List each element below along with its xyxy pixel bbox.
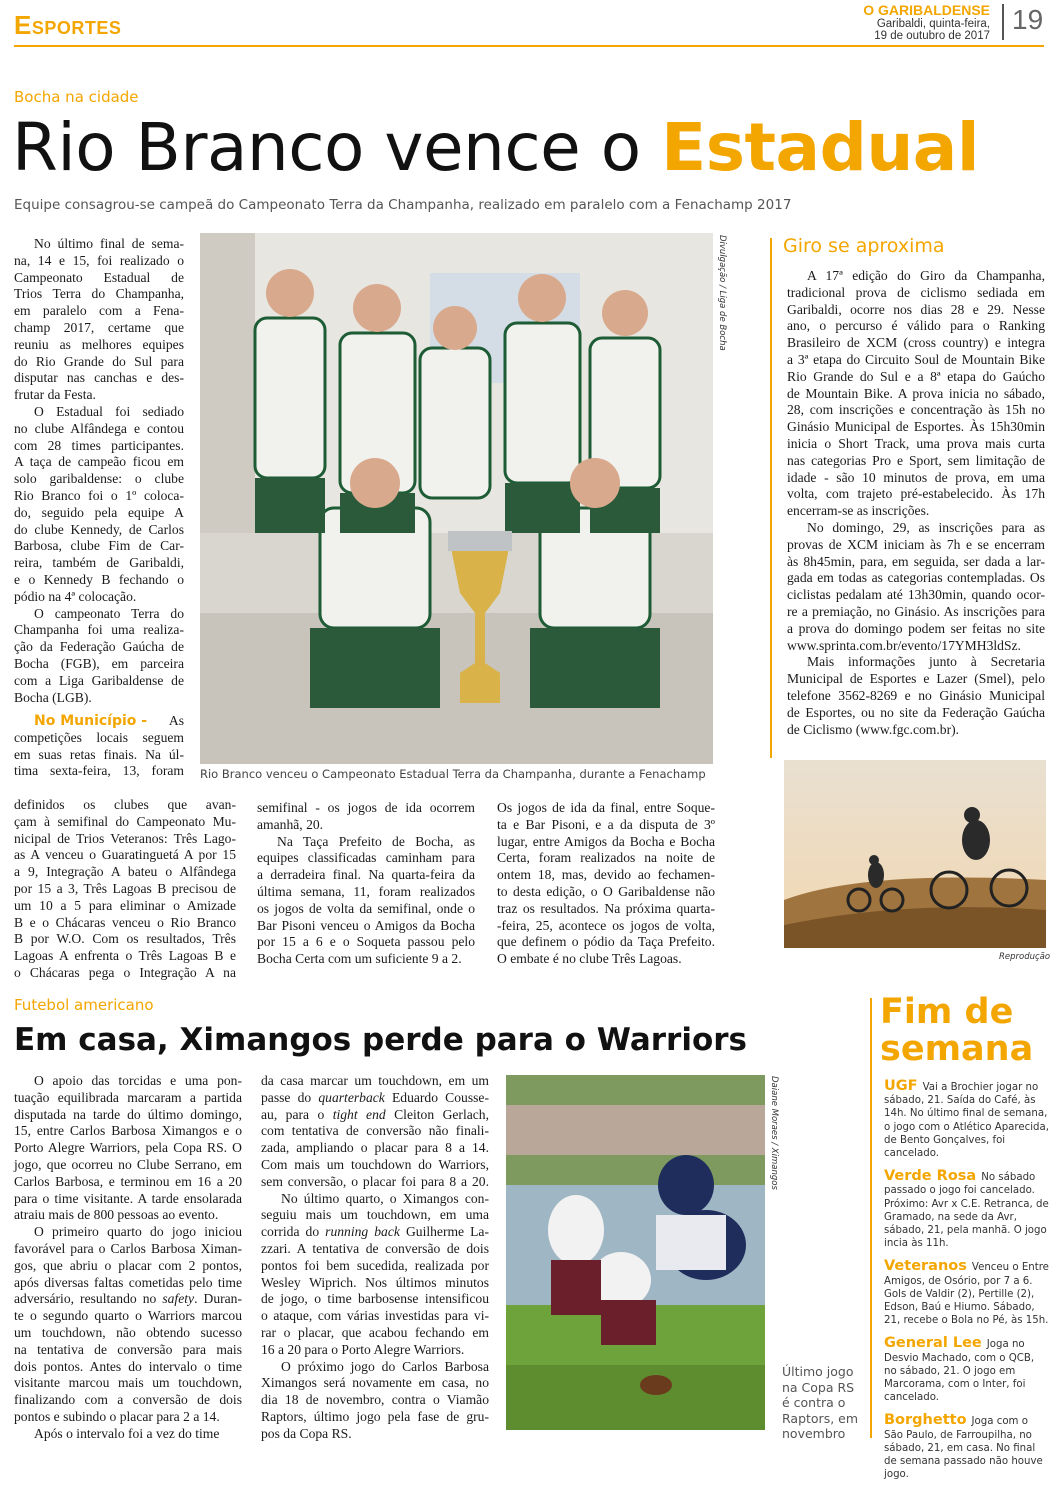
text-line: champ 2017, certame que xyxy=(14,319,184,335)
text-line: e o Kennedy B fechando o xyxy=(14,571,184,587)
text-line: com a Liga Garibaldense de xyxy=(14,672,184,688)
giro-body xyxy=(787,268,1045,738)
text-line: O primeiro quarto do jogo iniciou xyxy=(34,1224,242,1240)
text-line: te o segundo quarto o Warriors marcou xyxy=(14,1308,242,1324)
text-line: Lagoas A enfrenta o Três Lagoas B e xyxy=(14,948,236,964)
football-photo-caption xyxy=(782,1364,858,1442)
article1-col2 xyxy=(257,800,475,968)
article2-kicker: Futebol americano xyxy=(14,996,154,1014)
text-line: Com mais um touchdown do Warriors, xyxy=(261,1156,489,1172)
text-line: Garibaldi, ocorre nos dias 28 e 29. Nesse xyxy=(787,301,1045,317)
text-line: ção da Federação Gaúcha de xyxy=(14,639,184,655)
text-line: to desta edição, o O Garibaldense não xyxy=(497,883,715,899)
text-line: rar o placar, que acabou fechando em xyxy=(261,1324,489,1340)
text-line: competições locais seguem xyxy=(14,729,184,745)
text-line: ano, o percurso é válido para o Ranking xyxy=(787,318,1045,334)
caption-line: é contra o xyxy=(782,1395,846,1411)
article1-title-main: Rio Branco vence o xyxy=(12,109,662,186)
text-line: Bocha (LGB). xyxy=(14,689,92,705)
text-line: O próximo jogo do Carlos Barbosa xyxy=(281,1358,489,1374)
caption-line: Último jogo xyxy=(782,1364,854,1379)
text-line: 28, com inscrições e concentração às 15h no xyxy=(787,402,1045,418)
text-line: disputar nas canchas e des- xyxy=(14,370,184,386)
text-line: frutar da Festa. xyxy=(14,387,96,403)
text-line: zada, ampliando o placar para 8 a 14. xyxy=(261,1140,489,1156)
weekend-item xyxy=(884,1337,1049,1404)
text-line: B e o Chácaras venceu o Rio Branco xyxy=(14,914,236,930)
text-line: gos, que abriu o placar com 2 pontos, xyxy=(14,1257,242,1273)
text-line: na tentativa de conversão para mais xyxy=(14,1341,242,1357)
text-line: semifinal - os jogos de ida ocorrem xyxy=(257,800,475,815)
municipio-first-line xyxy=(14,713,184,730)
text-line: os jogos de volta da semifinal, onde o xyxy=(257,900,475,916)
text-line: a 9, Integração A bateu o Alfândega xyxy=(14,864,236,880)
weekend-team-name: Veteranos xyxy=(884,1258,967,1275)
text-line: Porto Alegre Warriors, pela Copa RS. O xyxy=(14,1140,242,1156)
text-line: pontos e subindo o placar para 2 a 14. xyxy=(14,1408,220,1424)
text-line: do clube Kennedy, de Carlos xyxy=(14,521,184,537)
paper-name: O GARIBALDENSE xyxy=(863,2,990,18)
paper-city-date: Garibaldi, quinta-feira, xyxy=(876,18,990,30)
text-line: Ximangos será novamente em casa, no xyxy=(261,1375,489,1391)
weekend-title-line1: Fim de xyxy=(880,992,1014,1032)
text-line: favorável para o Carlos Barbosa Ximan- xyxy=(14,1240,242,1256)
text-line: Rio Grande do Sul e a 8ª etapa do Gaúcho xyxy=(787,368,1045,384)
weekend-item-text: Joga com o São Paulo, de Farroupilha, no sábado, 21, em casa. No final de semana passado não houve jogo. xyxy=(884,1416,1043,1481)
text-line: após diversas faltas cometidas pelo time xyxy=(14,1274,242,1290)
article2-title: Em casa, Ximangos perde para o Warriors xyxy=(14,1022,748,1058)
text-line: definidos os clubes que avan- xyxy=(14,797,236,812)
text-line: Ginásio Municipal de Esportes. Às 15h30min xyxy=(787,419,1045,435)
text-line: re a premiação, no Ginásio. As inscrições para xyxy=(787,603,1045,619)
text-line: Mais informações junto à Secretaria xyxy=(807,654,1045,670)
text-line: Wesley Wiprich. Nos últimos minutos xyxy=(261,1274,489,1290)
weekend-item xyxy=(884,1414,1049,1481)
text-segment: safety xyxy=(162,1291,195,1307)
text-line: do Rio Grande do Sul para xyxy=(14,353,184,369)
text-line: amanhã, 20. xyxy=(257,816,324,832)
header-rule xyxy=(14,45,1044,47)
article1-title-highlight: Estadual xyxy=(661,109,979,186)
article1-col3 xyxy=(497,800,715,968)
weekend-title-line2: semana xyxy=(880,1029,1034,1069)
weekend-item xyxy=(884,1170,1049,1250)
text-line: seguiu mais um touchdown, em uma xyxy=(261,1207,489,1223)
text-line: jogo, que ocorreu no Clube Serrano, em xyxy=(14,1156,242,1172)
text-line: pódio na 4ª colocação. xyxy=(14,588,137,604)
text-line xyxy=(261,1090,489,1107)
article1-col1 xyxy=(14,236,184,706)
text-line: ontem 18, mas, devido ao fechamen- xyxy=(497,867,715,883)
text-line xyxy=(261,1224,489,1241)
text-line xyxy=(261,1107,489,1124)
text-segment: Guilherme La- xyxy=(399,1224,489,1240)
text-line: ta e Bar Pisoni, e a da disputa de 3º xyxy=(497,816,715,832)
text-segment: quarterback xyxy=(318,1089,385,1105)
text-line: www.sprinta.com.br/evento/17YMH3ldSz. xyxy=(787,637,1021,653)
text-line: Na Taça Prefeito de Bocha, as xyxy=(277,833,475,849)
weekend-item-text: Vai a Brochier jogar no sábado, 21. Saída do Café, às 14h. No último final de semana, o jogo com o Atlético Aparecida, de Bento Gonçalves, foi cancelado. xyxy=(884,1082,1050,1160)
header-divider xyxy=(1002,4,1004,40)
text-line: última semana, 11, foram realizados xyxy=(257,883,475,899)
text-line: Campeonato Estadual de xyxy=(14,269,184,285)
giro-title: Giro se aproxima xyxy=(783,235,945,257)
text-line: gada em todas as categorias contempladas. Os xyxy=(787,570,1045,586)
text-segment: . Duran- xyxy=(194,1291,242,1307)
text-line: a derradeira final. Na quarta-feira da xyxy=(257,867,475,883)
text-line: Trios Terra do Champanha, xyxy=(14,286,184,302)
text-line: tuação equilibrada marcaram a partida xyxy=(14,1089,242,1105)
text-line: 15, entre Carlos Barbosa Ximangos e o xyxy=(14,1123,242,1139)
weekend-item xyxy=(884,1080,1049,1160)
text-line: B por W.O. Com os resultados, Três xyxy=(14,931,236,947)
text-line: A 17ª edição do Giro da Champanha, xyxy=(807,268,1045,283)
text-line: No último final de sema- xyxy=(34,236,184,251)
article1-subtitle: Equipe consagrou-se campeã do Campeonato Terra da Champanha, realizado em paralelo com a Fenachamp 2017 xyxy=(14,197,792,213)
text-line: de jogo, o time barbosense intensificou xyxy=(261,1291,489,1307)
text-line: O embate é no clube Três Lagoas. xyxy=(497,951,682,967)
text-line: de Esportes, ou no site da Federação Gaúcha xyxy=(787,704,1045,720)
section-title xyxy=(14,10,121,41)
text-segment: corrida do xyxy=(261,1224,326,1240)
text-line: de Mountain Bike. A prova inicia no sábado, xyxy=(787,385,1045,401)
text-line: Bar Pisoni venceu o Amigos da Bocha xyxy=(257,917,475,933)
weekend-item-text: Joga no Desvio Machado, com o QCB, no sábado, 21. O jogo em Marcorama, com o Inter, foi cancelado. xyxy=(884,1339,1035,1404)
text-line: o Chácaras pega o Integração A na xyxy=(14,964,236,980)
text-line: idade - são 10 minutos de prova, em uma xyxy=(787,469,1045,485)
text-line: Municipal de Esportes e Lazer (Smel), pelo xyxy=(787,671,1045,687)
text-segment: Eduardo Cousse- xyxy=(384,1089,489,1105)
text-line: Bocha (FGB), em parceira xyxy=(14,655,184,671)
text-line: um 10 a 5 para eliminar o Amizade xyxy=(14,897,236,913)
text-line: Carlos Barbosa, e terminou em 16 a 20 xyxy=(14,1173,242,1189)
text-line: A taça de campeão ficou em xyxy=(14,454,184,470)
caption-line: na Copa RS xyxy=(782,1379,855,1395)
text-line: O Estadual foi sediado xyxy=(34,403,184,419)
text-line: atraiu mais de 800 pessoas ao evento. xyxy=(14,1207,219,1223)
municipio-first-word: As xyxy=(168,713,184,728)
text-segment: running back xyxy=(325,1224,400,1240)
article2-col1 xyxy=(14,1073,242,1443)
text-line: -feira, 25, acontece os jogos de volta, xyxy=(497,917,715,933)
text-line: do, seguido pela equipe A xyxy=(14,504,184,520)
text-line: finalizando com a conversão de dois xyxy=(14,1392,242,1408)
text-line: reira, também de Garibaldi, xyxy=(14,555,184,571)
text-line: um touchdown, não obtendo sucesso xyxy=(14,1324,242,1340)
text-line: de Ciclismo (www.fgc.com.br). xyxy=(787,721,960,737)
text-line: sem conversão, o placar foi para 8 a 20. xyxy=(261,1173,489,1189)
article1-municipio-wide xyxy=(14,797,236,982)
weekend-team-name: UGF xyxy=(884,1078,918,1094)
text-line: provas de XCM iniciam às 7h e se encerram xyxy=(787,536,1045,552)
text-line: na, 14 e 15, foi realizado o xyxy=(14,252,184,268)
text-line: que definem o pódio da Taça Prefeito. xyxy=(497,934,715,950)
text-line: tradicional prova de ciclismo sediada em xyxy=(787,284,1045,300)
weekend-title xyxy=(880,994,1033,1068)
text-line: a prova do domingo podem ser feitas no site xyxy=(787,620,1045,636)
text-line: lugar, entre Amigos da Bocha e Bocha xyxy=(497,833,715,849)
cycling-illustration xyxy=(784,760,1046,948)
text-line: disputada na tarde do último domingo, xyxy=(14,1106,242,1122)
text-line: a 3ª etapa do Circuito Soul de Mountain Bike xyxy=(787,351,1045,367)
text-line: Champanha foi uma realiza- xyxy=(14,622,184,638)
text-line: No último quarto, o Ximangos con- xyxy=(281,1190,489,1206)
text-segment: au, para o xyxy=(261,1106,333,1122)
article1-title xyxy=(12,108,979,188)
page-number: 19 xyxy=(1012,4,1044,35)
bocha-photo-credit: Divulgação / Liga de Bocha xyxy=(717,235,727,351)
text-line: pontos foi bem sucedida, realizada por xyxy=(261,1257,489,1273)
text-line: Barbosa, clube Fim de Car- xyxy=(14,538,184,554)
text-line: 16 a 20 para o Porto Alegre Warriors. xyxy=(261,1341,465,1357)
text-line: da casa marcar um touchdown, em um xyxy=(261,1073,489,1088)
caption-line: novembro xyxy=(782,1426,846,1442)
text-line: çam à semifinal do Campeonato Mu- xyxy=(14,813,236,829)
football-photo-credit: Daiane Moraes / Ximangos xyxy=(769,1076,779,1190)
text-line: dois pontos. Antes do intervalo o time xyxy=(14,1358,242,1374)
text-line: tima sexta-feira, 13, foram xyxy=(14,763,184,779)
weekend-item-text: No sábado passado o jogo foi cancelado. Próximo: Avr x C.E. Retranca, de Gramado, na sede da Avr, sábado, 21, pela manhã. O jogo incia às 11h. xyxy=(884,1172,1049,1250)
text-segment: adversário, resultando no xyxy=(14,1291,163,1307)
giro-accent-bar xyxy=(770,238,772,758)
text-line: às 8h45min, para, em seguida, ser dada a lar- xyxy=(787,553,1045,569)
text-line: com 28 times participantes. xyxy=(14,437,184,453)
text-line: Após o intervalo foi a vez do time xyxy=(34,1425,220,1441)
weekend-list xyxy=(884,1080,1049,1491)
text-line: por 15 a 3, Três Lagoas B precisou de xyxy=(14,880,236,896)
text-segment: tight end xyxy=(332,1106,386,1122)
text-line: nicipal de Trios Veteranos: Três Lago- xyxy=(14,830,236,846)
text-line: Raptors, último jogo pela fase de gru- xyxy=(261,1408,489,1424)
text-line: nas categorias Pro e Sport, sem limitação de xyxy=(787,452,1045,468)
weekend-item-text: Venceu o Entre Amigos, de Osório, por 7 a 6. Gols de Valdir (2), Pertille (2), Edson, Baú e Hiumo. Sábado, 21, recebe o Bola no Pé, às 15h. xyxy=(884,1262,1049,1327)
text-line: equipes classificadas caminham para xyxy=(257,850,475,866)
article1-kicker: Bocha na cidade xyxy=(14,88,139,106)
article1-municipio xyxy=(14,713,184,780)
text-line: encerram-se as inscrições. xyxy=(787,503,930,519)
masthead xyxy=(863,3,990,42)
text-line: volta, com trajeto pré-estabelecido. Às 17h xyxy=(787,486,1045,502)
weekend-accent-bar xyxy=(870,998,872,1438)
text-line: no clube Alfândega e contou xyxy=(14,420,184,436)
text-line: ciclistas pedalam até 13h30min, quando ocor- xyxy=(787,587,1045,603)
football-illustration xyxy=(506,1075,765,1430)
text-line: reuniu as melhores equipes xyxy=(14,336,184,352)
text-line: inicia o Short Track, uma prova mais curta xyxy=(787,435,1045,451)
text-line: No domingo, 29, as inscrições para as xyxy=(807,519,1045,535)
weekend-team-name: Borghetto xyxy=(884,1412,967,1429)
text-line: Rio Branco foi o 1º coloca- xyxy=(14,487,184,503)
municipio-label: No Município - xyxy=(34,713,148,729)
text-segment: passe do xyxy=(261,1089,319,1105)
paper-date: 19 de outubro de 2017 xyxy=(874,30,990,42)
text-line: em paralelo com a Fena- xyxy=(14,303,184,319)
text-line: O campeonato Terra do xyxy=(34,605,184,621)
text-line: Os jogos de ida da final, entre Soque- xyxy=(497,800,715,815)
text-line: para o time visitante. A tarde ensolarada xyxy=(14,1190,242,1206)
text-line: visitante marcou mais um touchdown, xyxy=(14,1375,242,1391)
text-line: em suas retas finais. Na úl- xyxy=(14,746,184,762)
text-line: com tentativa de conversão não finali- xyxy=(261,1123,489,1139)
text-line: O apoio das torcidas e uma pon- xyxy=(34,1073,242,1088)
weekend-item xyxy=(884,1260,1049,1327)
bocha-photo-caption: Rio Branco venceu o Campeonato Estadual Terra da Champanha, durante a Fenachamp xyxy=(200,767,706,781)
text-line: solo garibaldense: o clube xyxy=(14,471,184,487)
text-line: Brasileiro de XCM (cross country) e integra xyxy=(787,335,1045,351)
text-line: o ataque, com várias investidas para vi- xyxy=(261,1308,489,1324)
text-line: por 15 a 6 e o Soqueta passou pelo xyxy=(257,934,475,950)
football-photo xyxy=(506,1075,765,1430)
text-line: dia 18 de novembro, contra o Viamão xyxy=(261,1392,489,1408)
text-line: Certa, foram realizados na noite de xyxy=(497,850,715,866)
text-line: as A venceu o Guaratinguetá A por 15 xyxy=(14,847,236,863)
text-line: zzari. A tentativa de conversão de dois xyxy=(261,1240,489,1256)
bocha-team-photo xyxy=(200,233,713,764)
cycling-photo-credit: Reprodução xyxy=(999,952,1051,962)
weekend-team-name: Verde Rosa xyxy=(884,1168,977,1185)
article2-col2 xyxy=(261,1073,489,1443)
caption-line: Raptors, em xyxy=(782,1410,859,1426)
weekend-team-name: General Lee xyxy=(884,1335,982,1352)
text-line: traz os resultados. Na próxima quarta- xyxy=(497,900,715,916)
text-segment: Cleiton Gerlach, xyxy=(385,1106,489,1122)
section-title-text: Esportes xyxy=(14,10,122,40)
text-line xyxy=(14,1291,242,1308)
cycling-photo xyxy=(784,760,1046,948)
text-line: Bocha Certa com um suficiente 9 a 2. xyxy=(257,951,462,967)
text-line: telefone 3562-8269 e no Ginásio Municipal xyxy=(787,687,1045,703)
text-line: pos da Copa RS. xyxy=(261,1425,352,1441)
bocha-team-illustration xyxy=(200,233,713,764)
